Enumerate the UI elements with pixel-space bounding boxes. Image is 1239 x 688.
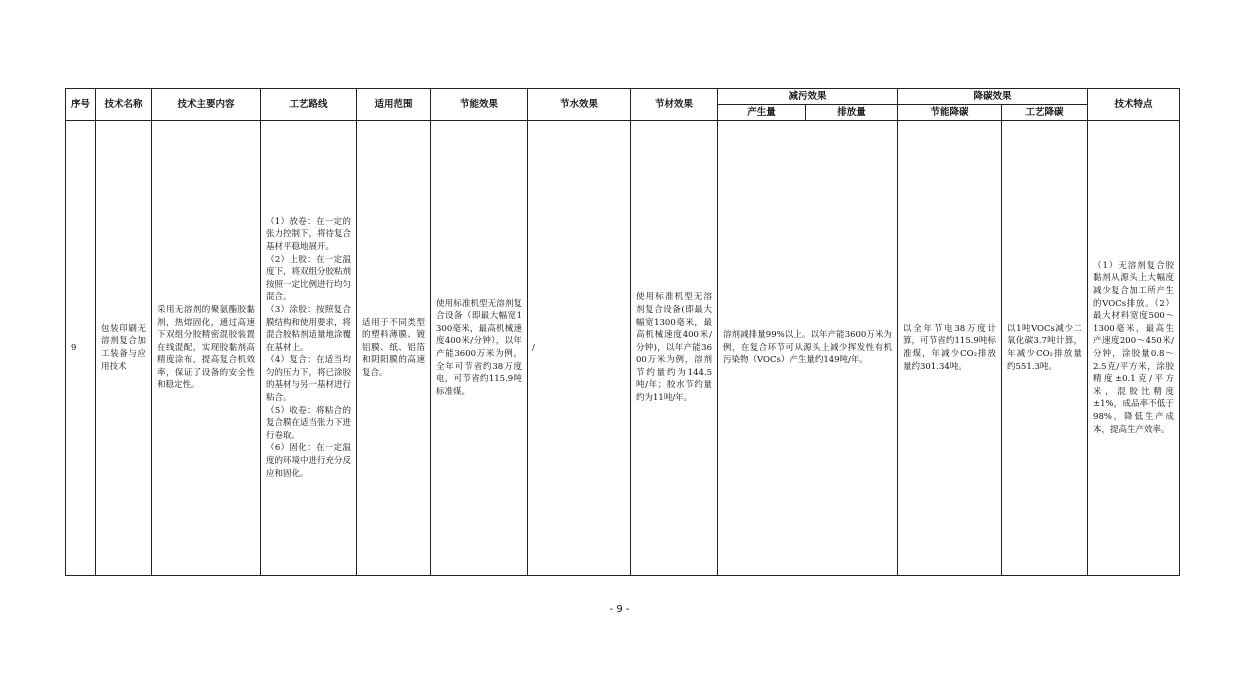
header-emission: 排放量 [806, 105, 898, 121]
technology-table [65, 88, 1180, 576]
header-energy-saving: 节能效果 [431, 89, 528, 121]
process-step-3: （3）涂胶：按照复合膜结构和使用要求，将混合胶粘剂适量地涂覆在基材上。 [266, 304, 352, 353]
page-number: - 9 - [609, 604, 630, 615]
cell-process-route [261, 121, 357, 576]
header-features: 技术特点 [1088, 89, 1180, 121]
header-scope: 适用范围 [357, 89, 431, 121]
header-main-content: 技术主要内容 [152, 89, 261, 121]
header-tech-name: 技术名称 [96, 89, 152, 121]
process-step-1: （1）放卷：在一定的张力控制下，将待复合基材平稳地展开。 [266, 216, 352, 252]
cell-water-saving: / [528, 121, 631, 576]
header-carbon-reduction: 降碳效果 [898, 89, 1088, 105]
header-process-carbon: 工艺降碳 [1002, 105, 1088, 121]
cell-main-content: 采用无溶剂的聚氨酯胶黏剂，热熔固化，通过高速下双组分胶精密混胶装置在线混配，实现胶黏剂高精度涂布，提高复合机效率，保证了设备的安全性和稳定性。 [152, 121, 261, 576]
header-pollution-reduction: 减污效果 [718, 89, 898, 105]
cell-material-saving: 使用标准机型无溶剂复合设备(即最大幅宽1300毫米，最高机械速度400米/分钟)，以年产能3600万米为例，溶剂节约量约为144.5吨/年；胶水节约量约为11吨/年。 [631, 121, 718, 576]
header-water-saving: 节水效果 [528, 89, 631, 121]
cell-tech-name: 包装印刷无溶剂复合加工装备与应用技术 [96, 121, 152, 576]
cell-energy-saving: 使用标准机型无溶剂复合设备（即最大幅宽1300毫米，最高机械速度400米/分钟），以年产能3600万米为例，全年可节省约38万度电，可节省约115.9吨标准煤。 [431, 121, 528, 576]
process-step-6: （6）固化：在一定温度的环境中进行充分反应和固化。 [266, 443, 352, 479]
header-material-saving: 节材效果 [631, 89, 718, 121]
cell-process-carbon: 以1吨VOCs减少二氧化碳3.7吨计算，年减少CO₂排放量约551.3吨。 [1002, 121, 1088, 576]
process-step-2: （2）上胶：在一定温度下，将双组分胶粘剂按照一定比例进行均匀混合。 [266, 254, 352, 303]
table-row [66, 121, 1180, 576]
process-step-5: （5）收卷：将粘合的复合膜在适当张力下进行卷取。 [266, 405, 352, 441]
header-generation: 产生量 [718, 105, 806, 121]
header-seq: 序号 [66, 89, 96, 121]
cell-energy-carbon: 以全年节电38万度计算，可节省约115.9吨标准煤，年减少CO₂排放量约301.34吨。 [898, 121, 1002, 576]
cell-pollution-reduction: 溶剂减排量99%以上。以年产能3600万米为例，在复合环节可从源头上减少挥发性有机污染物（VOCs）产生量约149吨/年。 [718, 121, 898, 576]
cell-seq: 9 [66, 121, 96, 576]
process-step-4: （4）复合：在适当均匀的压力下，将已涂胶的基材与另一基材进行粘合。 [266, 355, 352, 404]
cell-scope: 适用于不同类型的塑料薄膜、镀铝膜、纸、铝箔和阴阳膜的高速复合。 [357, 121, 431, 576]
header-energy-carbon: 节能降碳 [898, 105, 1002, 121]
cell-features: （1）无溶剂复合胶黏剂从源头上大幅度减少复合加工所产生的VOCs排放。（2）最大材料宽度500～1300毫米，最高生产速度200～450米/分钟，涂胶量0.8～2.5克/平方米，涂胶精度±0.1克/平方米，混胶比精度±1%，成品率不低于98%，降低生产成本，提高生产效率。 [1088, 121, 1180, 576]
header-process-route: 工艺路线 [261, 89, 357, 121]
